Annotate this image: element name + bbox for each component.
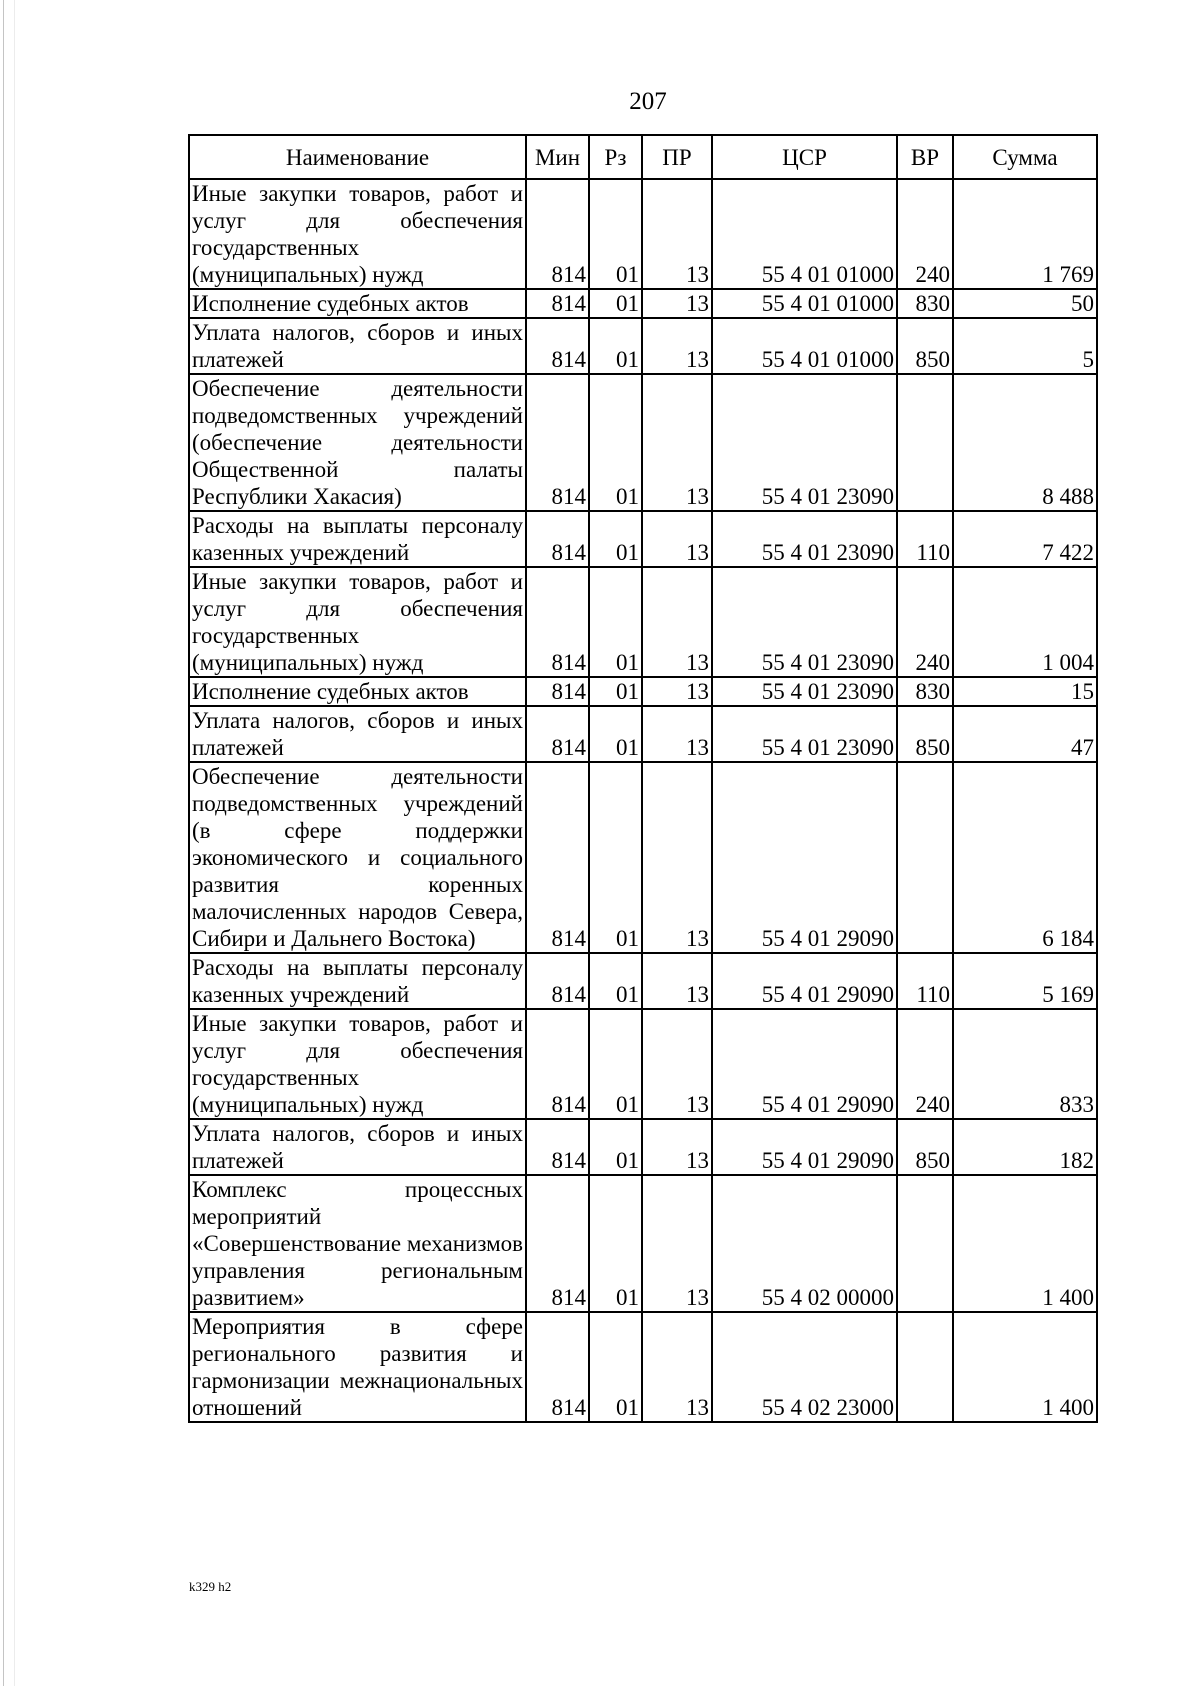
row-pr-cell: 13	[642, 1009, 712, 1119]
row-min-cell: 814	[526, 677, 589, 706]
row-name-cell: Обеспечение деятельности подведомственных учреждений (обеспечение деятельности Общественной палаты Республики Хакасия)	[189, 374, 526, 511]
table-row	[189, 1312, 1097, 1422]
row-pr-cell: 13	[642, 511, 712, 567]
row-min-cell: 814	[526, 1009, 589, 1119]
row-rz-cell: 01	[589, 1119, 642, 1175]
row-min-cell: 814	[526, 567, 589, 677]
table-row	[189, 1009, 1097, 1119]
page-number: 207	[629, 88, 667, 115]
row-sum-cell: 182	[953, 1119, 1097, 1175]
row-vr-cell	[897, 1175, 953, 1312]
row-pr-cell: 13	[642, 706, 712, 762]
row-vr-cell: 830	[897, 289, 953, 318]
row-sum-cell: 7 422	[953, 511, 1097, 567]
row-csr-cell: 55 4 01 29090	[712, 1119, 897, 1175]
row-sum-cell: 47	[953, 706, 1097, 762]
row-min-cell: 814	[526, 179, 589, 289]
row-min-cell: 814	[526, 511, 589, 567]
row-name-cell: Уплата налогов, сборов и иных платежей	[189, 706, 526, 762]
row-min-cell: 814	[526, 318, 589, 374]
row-vr-cell: 850	[897, 318, 953, 374]
row-sum-cell: 1 004	[953, 567, 1097, 677]
row-csr-cell: 55 4 02 00000	[712, 1175, 897, 1312]
row-rz-cell: 01	[589, 567, 642, 677]
budget-table	[188, 134, 1098, 1423]
row-csr-cell: 55 4 01 29090	[712, 762, 897, 953]
table-row	[189, 677, 1097, 706]
row-sum-cell: 6 184	[953, 762, 1097, 953]
row-sum-cell: 1 769	[953, 179, 1097, 289]
header-row	[189, 135, 1097, 179]
row-name-cell: Комплекс процессных мероприятий «Совершенствование механизмов управления региональным развитием»	[189, 1175, 526, 1312]
row-vr-cell: 110	[897, 511, 953, 567]
row-vr-cell: 850	[897, 706, 953, 762]
table-row	[189, 318, 1097, 374]
row-vr-cell: 240	[897, 1009, 953, 1119]
header-rz: Рз	[589, 135, 642, 179]
row-sum-cell: 50	[953, 289, 1097, 318]
row-rz-cell: 01	[589, 318, 642, 374]
row-vr-cell	[897, 1312, 953, 1422]
row-name-cell: Мероприятия в сфере регионального развития и гармонизации межнациональных отношений	[189, 1312, 526, 1422]
row-pr-cell: 13	[642, 762, 712, 953]
row-name-cell: Уплата налогов, сборов и иных платежей	[189, 318, 526, 374]
row-rz-cell: 01	[589, 677, 642, 706]
row-csr-cell: 55 4 01 23090	[712, 374, 897, 511]
row-pr-cell: 13	[642, 1312, 712, 1422]
row-name-cell: Иные закупки товаров, работ и услуг для обеспечения государственных (муниципальных) нужд	[189, 1009, 526, 1119]
table-header	[189, 135, 1097, 179]
row-name-cell: Иные закупки товаров, работ и услуг для обеспечения государственных (муниципальных) нужд	[189, 179, 526, 289]
row-pr-cell: 13	[642, 1175, 712, 1312]
table-row	[189, 706, 1097, 762]
row-min-cell: 814	[526, 1312, 589, 1422]
footer-code: k329 h2	[189, 1579, 232, 1594]
row-pr-cell: 13	[642, 953, 712, 1009]
row-pr-cell: 13	[642, 179, 712, 289]
row-sum-cell: 5 169	[953, 953, 1097, 1009]
row-csr-cell: 55 4 01 23090	[712, 567, 897, 677]
row-vr-cell: 240	[897, 179, 953, 289]
row-csr-cell: 55 4 01 29090	[712, 1009, 897, 1119]
table-row	[189, 179, 1097, 289]
table-row	[189, 762, 1097, 953]
row-sum-cell: 1 400	[953, 1312, 1097, 1422]
row-rz-cell: 01	[589, 374, 642, 511]
row-rz-cell: 01	[589, 179, 642, 289]
row-vr-cell	[897, 374, 953, 511]
row-csr-cell: 55 4 01 01000	[712, 289, 897, 318]
row-pr-cell: 13	[642, 677, 712, 706]
table-row	[189, 567, 1097, 677]
row-vr-cell: 850	[897, 1119, 953, 1175]
row-name-cell: Расходы на выплаты персоналу казенных учреждений	[189, 511, 526, 567]
table-row	[189, 1175, 1097, 1312]
row-rz-cell: 01	[589, 1009, 642, 1119]
row-rz-cell: 01	[589, 1312, 642, 1422]
row-rz-cell: 01	[589, 511, 642, 567]
row-pr-cell: 13	[642, 374, 712, 511]
row-name-cell: Иные закупки товаров, работ и услуг для обеспечения государственных (муниципальных) нужд	[189, 567, 526, 677]
row-sum-cell: 15	[953, 677, 1097, 706]
row-pr-cell: 13	[642, 567, 712, 677]
row-pr-cell: 13	[642, 318, 712, 374]
row-min-cell: 814	[526, 374, 589, 511]
row-sum-cell: 8 488	[953, 374, 1097, 511]
row-min-cell: 814	[526, 1119, 589, 1175]
row-name-cell: Расходы на выплаты персоналу казенных учреждений	[189, 953, 526, 1009]
table-row	[189, 511, 1097, 567]
row-rz-cell: 01	[589, 289, 642, 318]
row-rz-cell: 01	[589, 762, 642, 953]
row-pr-cell: 13	[642, 1119, 712, 1175]
row-vr-cell: 240	[897, 567, 953, 677]
row-sum-cell: 833	[953, 1009, 1097, 1119]
table-row	[189, 953, 1097, 1009]
row-min-cell: 814	[526, 762, 589, 953]
header-pr: ПР	[642, 135, 712, 179]
row-csr-cell: 55 4 01 23090	[712, 706, 897, 762]
row-csr-cell: 55 4 01 29090	[712, 953, 897, 1009]
row-csr-cell: 55 4 01 01000	[712, 179, 897, 289]
row-sum-cell: 5	[953, 318, 1097, 374]
row-rz-cell: 01	[589, 953, 642, 1009]
row-min-cell: 814	[526, 1175, 589, 1312]
header-name: Наименование	[189, 135, 526, 179]
row-name-cell: Уплата налогов, сборов и иных платежей	[189, 1119, 526, 1175]
row-rz-cell: 01	[589, 706, 642, 762]
row-csr-cell: 55 4 01 23090	[712, 677, 897, 706]
table-body	[189, 179, 1097, 1422]
scan-edge-line	[14, 0, 15, 1686]
row-name-cell: Исполнение судебных актов	[189, 677, 526, 706]
table-row	[189, 289, 1097, 318]
header-csr: ЦСР	[712, 135, 897, 179]
row-csr-cell: 55 4 01 23090	[712, 511, 897, 567]
row-pr-cell: 13	[642, 289, 712, 318]
row-min-cell: 814	[526, 953, 589, 1009]
table-row	[189, 374, 1097, 511]
header-sum: Сумма	[953, 135, 1097, 179]
row-min-cell: 814	[526, 706, 589, 762]
row-vr-cell: 830	[897, 677, 953, 706]
row-name-cell: Обеспечение деятельности подведомственных учреждений (в сфере поддержки экономического и социального развития коренных малочисленных народов Севера, Сибири и Дальнего Востока)	[189, 762, 526, 953]
row-vr-cell: 110	[897, 953, 953, 1009]
row-min-cell: 814	[526, 289, 589, 318]
scan-edge-line	[3, 0, 4, 1686]
row-name-cell: Исполнение судебных актов	[189, 289, 526, 318]
row-vr-cell	[897, 762, 953, 953]
header-min: Мин	[526, 135, 589, 179]
header-vr: ВР	[897, 135, 953, 179]
row-sum-cell: 1 400	[953, 1175, 1097, 1312]
row-csr-cell: 55 4 01 01000	[712, 318, 897, 374]
row-rz-cell: 01	[589, 1175, 642, 1312]
table-row	[189, 1119, 1097, 1175]
row-csr-cell: 55 4 02 23000	[712, 1312, 897, 1422]
